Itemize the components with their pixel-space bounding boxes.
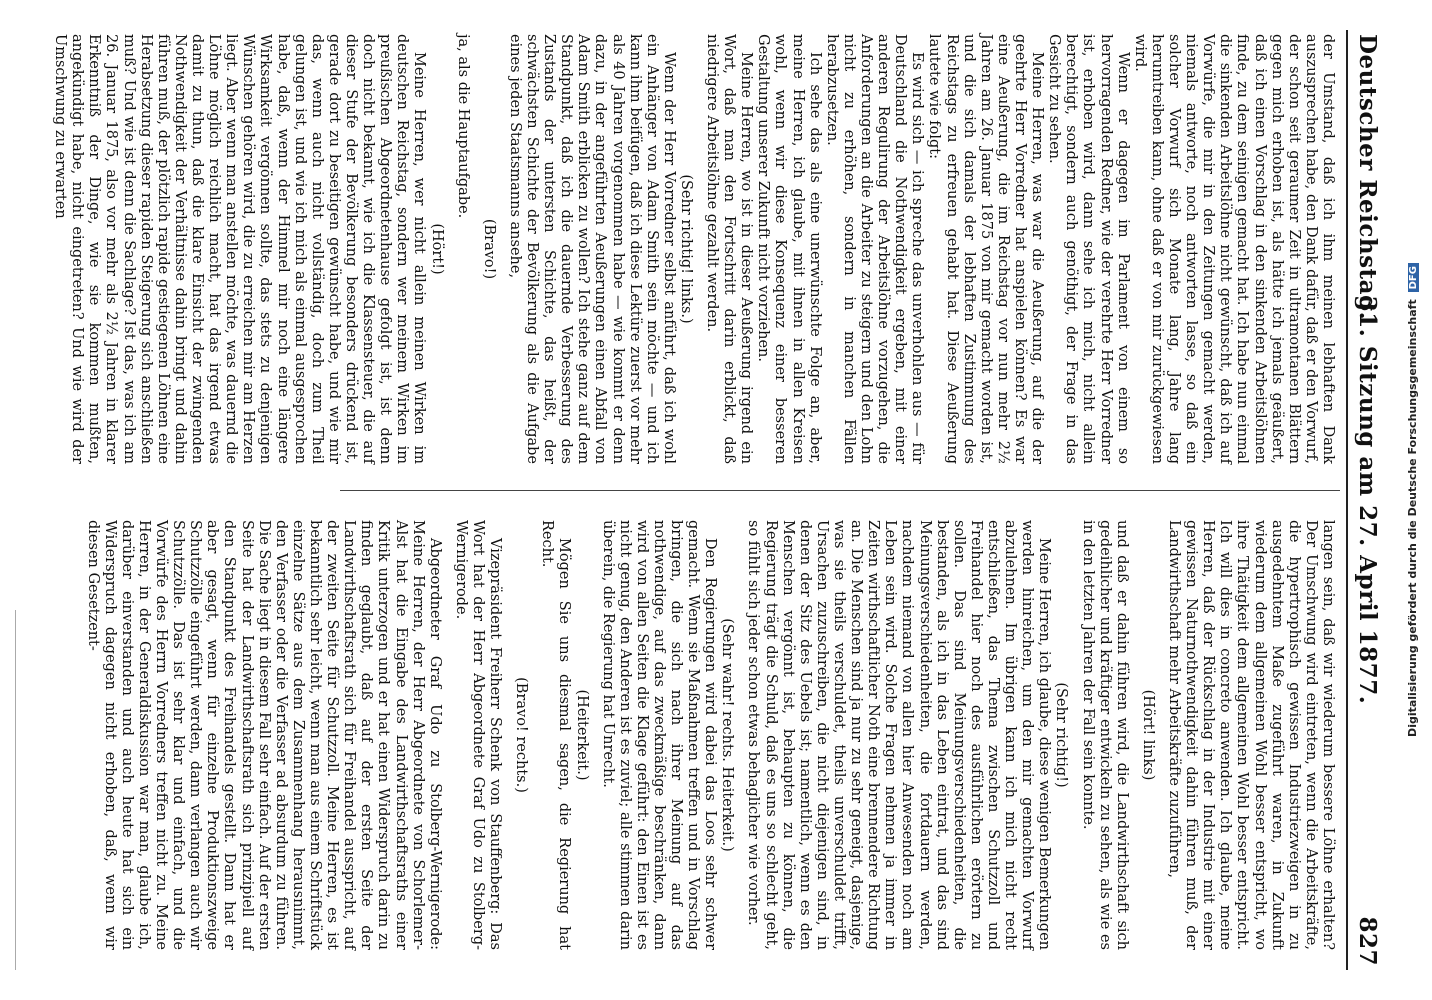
paragraph: Den Regierungen wird dabei das Loos sehr schwer gemacht. Wenn sie Maßnahmen treffen und in Vorschlag bringen, die sich nach ihrer Meinung auf das nothwendige, auf das zweckmäßige beschränken, dann wird von allen Seiten die Klage geführt: den Einen ist es nicht genug, den Anderen ist es zuviel; alle stimmen darin überein, die Regierung hat Unrecht. <box>599 520 719 950</box>
publication-title: Deutscher Reichstag. <box>1354 34 1381 321</box>
footer-rule <box>15 610 16 970</box>
paragraph: Wenn der Herr Vorredner selbst anführt, daß ich wohl ein Anhänger von Adam Smith sein möchte — und ich kann ihm beifügen, daß ich diese Lektüre zuerst vor mehr als 40 Jahren vorgenommen habe — wie kommt er denn dazu, in der angeführten Aeußerungen einen Abfall von Adam Smith erblicken zu wollen? Ich stehe ganz auf dem Standpunkt, daß ich die dauernde Verbesserung des Zustands der untersten Schichte, das heißt, der schwächsten Schichte der Bevölkerung als die Aufgabe eines jeden Staatsmanns ansehe, <box>506 34 677 464</box>
paragraph: Meine Herren, was war die Aeußerung, auf die der geehrte Herr Vorredner hat anspielen können? Es war eine Aeußerung, die im Reichstag vor nun mehr 2½ Jahren am 26. Januar 1875 von mir gemacht worden ist, und die sich damals der lebhaften Zustimmung des Reichstags zu erfreuen gehabt hat. Diese Aeußerung lautete wie folgt: <box>926 34 1046 464</box>
paragraph: (Sehr wahr! rechts. Heiterkeit.) <box>719 618 736 852</box>
paragraph: (Bravo! rechts.) <box>513 677 530 793</box>
left-column <box>51 34 1336 464</box>
paragraph: Meine Herren, ich glaube, diese wenigen Bemerkungen werden hinreichen, um den mir gemachten Vorwurf abzulehnen. Im übrigen kann ich mich nicht recht entschließen, das Thema zwischen Schutzzoll und Freihandel hier noch des ausführlichen erörtern zu sollen. Das sind Meinungsverschiedenheiten, die bestanden, als ich in das Leben eintrat, und das sind Meinungsverschiedenheiten, die fortdauern werden, nachdem niemand von allen hier Anwesenden noch am Leben sein wird. Solche Fragen nehmen ja immer in Zeiten wirthschaftlicher Noth eine brennendere Richtung an. Die Menschen sind ja nur zu sehr geneigt, dasjenige, was sie theils verschuldet, theils unverschuldet trifft, Ursachen zuzuschreiben, die nicht diejenigen sind, in denen der Sitz des Uebels ist; namentlich, wenn es den Menschen vergönnt ist, behaupten zu können, die Regierung trägt die Schuld, daß es uns so schlecht geht, so fühlt sich jeder schon etwas behaglicher wie vorher. <box>745 520 1053 950</box>
paragraph: Meine Herren, wer nicht allein meinen Wirken im deutschen Reichstag, sondern wer meinem Wirken im preußischen Abgeordnetenhause gefolgt ist, ist denn doch nicht bekannt, wie ich die Klassensteuer, die auf dieser Stufe der Bevölkerung besonders drückend ist, gerade dort zu beseitigen gewünscht habe, und wie mir das, wenn auch nicht vollständig, doch zum Theil gelungen ist, und wie ich mich als einmal ausgesprochen habe, daß, wenn der Himmel mir noch eine längere Wirksamkeit vergönnen sollte, das stets zu denjenigen Wünschen gehören wird, die zu erreichen mir am Herzen liegt. Aber wenn man anstellen möchte, was dauernd die Löhne möglich reichlich macht, hat das irgend etwas damit zu thun, daß die klare Einsicht der zwingenden Nothwendigkeit der Verhältnisse dahin bringt und dahin führen muß, der plötzlich rapide gestiegenen Löhnen eine Herabsetzung dieser rapiden Steigerung sich anschließen muß? Und wie ist denn die Sachlage? Ist das, was ich am 26. Januar 1875, also vor mehr als 2½ Jahren in klarer Erkenntniß der Dinge, wie sie kommen mußten, angekündigt habe, nicht eingetreten? Und wie wird der Umschwung zu erwarten <box>52 34 428 464</box>
paragraph: (Sehr richtig! links.) <box>677 174 694 324</box>
digitization-credit <box>1406 40 1422 960</box>
paragraph: Mögen Sie uns diesmal sagen, die Regierung hat Recht. <box>539 520 573 950</box>
paragraph: und daß er dahin führen wird, die Landwirthschaft sich gedeihlicher und kräftiger entwickeln zu sehen, als wie es in den letzten Jahren der Fall sein konnte. <box>1079 520 1130 950</box>
page-number: 827 <box>1354 916 1381 966</box>
paragraph: Abgeordneter Graf Udo zu Stolberg-Wernigerode: Meine Herren, der Herr Abgeordnete von Schorlemer-Alst hat die Eingabe des Landwirthschaftsraths einer Kritik unterzogen und er hat einen Widerspruch darin zu finden geglaubt, daß auf der ersten Seite der Landwirthschaftsrath sich für Freihandel ausspricht, auf der zweiten Seite für Schutzzoll. Meine Herren, es ist bekanntlich sehr leicht, wenn man aus einem Schriftstück einzelne Sätze aus dem Zusammenhang herausnimmt, den Verfasser oder die Verfasser ad absurdum zu führen. Die Sache liegt in diesem Fall sehr einfach. Auf der ersten Seite hat der Landwirthschaftsrath sich prinzipiell auf den Standpunkt des Freihandels gestellt. Dann hat er aber gesagt, wenn für einzelne Produktionszweige Schutzzölle eingeführt werden, dann verlangen auch wir Schutzzölle. Das ist sehr klar und einfach, und die Vorwürfe des Herrn Vorredners treffen nicht zu. Meine Herren, in der Generaldiskussion war man, glaube ich, darüber einverstanden und auch heute hat sich ein Widerspruch dagegen nicht erhoben, daß, wenn wir diesen Gesetzent- <box>84 520 443 950</box>
page-header <box>1346 30 1388 970</box>
paragraph: Vizepräsident Freiherr Schenk von Stauffenberg: Das Wort hat der Herr Abgeordnete Graf Udo zu Stolberg-Wernigerode. <box>452 520 504 950</box>
paragraph: der Umstand, daß ich ihm meinen lebhaften Dank auszusprechen habe, den Dank dafür, daß er den Vorwurf, der schon seit geraumer Zeit in ultramontanen Blättern gegen mich erhoben ist, als hätte ich jemals geäußert, daß ich einen Vorschlag in den sinkenden Arbeitslöhnen finde, zu dem seinigen gemacht hat. Ich habe nun einmal die sinkenden Arbeitslöhne nicht gewünscht, daß ich auf Vorwürfe, die mir in den Zeitungen gemacht werden, niemals antworte, noch antworten lasse, so daß ein solcher Vorwurf sich Monate lang, Jahre lang herumtreiben kann, ohne daß er von mir zurückgewiesen wird. <box>1131 34 1336 464</box>
paragraph: (Hört! links) <box>1139 689 1156 781</box>
paragraph: (Sehr richtig!) <box>1053 682 1070 788</box>
paragraph: Wenn er dagegen im Parlament von einem so hervorragenden Redner, wie der verehrte Herr Vorredner ist, erhoben wird, dann sehe ich mich, nicht allein berechtigt, sondern auch genöthigt, der Frage in das Gesicht zu sehen. <box>1046 34 1131 464</box>
paragraph: (Hört!) <box>428 223 445 275</box>
paragraph: ja, als die Hauptaufgabe. <box>454 34 471 219</box>
paragraph: langen sein, daß wir wiederum bessere Löhne erhalten? Der Umschwung wird eintreten, wenn die Arbeitskräfte, die hypertrophisch gewissen Industriezweigen in zu ausgedehntem Maße zugeführt waren, in Zukunft wiederum dem allgemeinen Wohl besser entspricht, wo ihre Thätigkeit dem allgemeinen Wohl besser entspricht. Ich will dies in concreto anwenden. Ich glaube, meine Herren, daß der Rückschlag in der Industrie mit einer gewissen Naturnothwendigkeit dahin führen muß, der Landwirthschaft mehr Arbeitskräfte zuzuführen, <box>1166 520 1336 950</box>
paragraph: (Heiterkeit.) <box>573 689 590 781</box>
paragraph: (Bravo!) <box>480 218 497 280</box>
column-divider <box>340 490 1340 491</box>
session-title: 31. Sitzung am 27. April 1877. <box>1354 295 1381 705</box>
paragraph: Es wird sich — ich spreche das unverhohlen aus — für Deutschland die Nothwendigkeit ergeben, mit einer anderen Regulirung der Arbeitslöhne vorzugehen, die Anforderungen an die Arbeiter zu steigern und den Lohn nicht zu erhöhen, sondern in manchen Fällen herabzusetzen. <box>823 34 926 464</box>
paragraph: Meine Herren, wo ist in dieser Aeußerung irgend ein Wort, daß man den Fortschritt darin erblickt, daß niedrigere Arbeitslöhne gezahlt werden. <box>704 34 755 464</box>
credit-text: Digitalisierung gefördert durch die Deutsche Forschungsgemeinschaft <box>1406 299 1419 737</box>
right-column <box>83 520 1336 950</box>
dfg-logo: DFG <box>1408 263 1419 292</box>
paragraph: Ich sehe das als eine unerwünschte Folge an, aber, meine Herren, ich glaube, mit ihnen in allen Kreisen wohl, wenn wir diese Konsequenz einer besseren Gestaltung unserer Zukunft nicht vorziehen. <box>755 34 823 464</box>
